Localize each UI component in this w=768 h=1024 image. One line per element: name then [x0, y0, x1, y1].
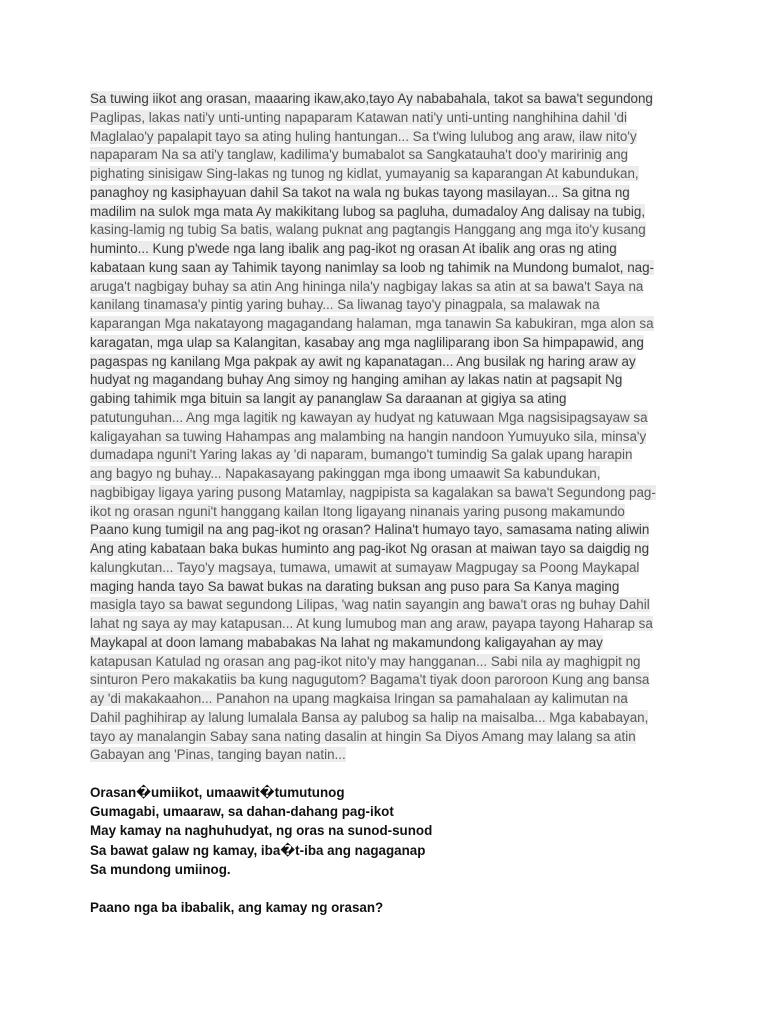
prose-line-text: panaghoy ng kasiphayuan dahil Sa takot na wala ng bukas tayong masilayan... Sa gitna ng: [90, 184, 630, 200]
poem-line: May kamay na naghuhudyat, ng oras na sunod-sunod: [90, 823, 433, 839]
prose-line-text: aruga't nagbigay buhay sa atin Ang hininga nila'y nagbigay lakas sa atin at sa bawa't Saya na: [90, 278, 644, 294]
document-page: [90, 90, 680, 765]
prose-line: [90, 296, 680, 315]
prose-line-text: kaligayahan sa tuwing Hahampas ang malambing na hangin nandoon Yumuyuko sila, minsa'y: [90, 428, 647, 444]
prose-line-text: Paano kung tumigil na ang pag-ikot ng orasan? Halina't humayo tayo, samasama nating aliwin: [90, 522, 650, 538]
prose-line: [90, 503, 680, 522]
prose-line: [90, 165, 680, 184]
prose-line-text: tayo ay manalangin Sabay sana nating dasalin at hingin Sa Diyos Amang may lalang sa atin: [90, 728, 636, 744]
prose-line: [90, 390, 680, 409]
prose-line-text: kaparangan Mga nakatayong magagandang halaman, mga tanawin Sa kabukiran, mga alon sa: [90, 316, 654, 331]
prose-line-text: lahat ng saya ay may katapusan... At kung lumubog man ang araw, payapa tayong Haharap sa: [90, 616, 653, 631]
prose-line-text: ang bagyo ng buhay... Napakasayang pakinggan mga ibong umaawit Sa kabundukan,: [90, 466, 601, 481]
prose-line-text: Maykapal at doon lamang mababakas Na lahat ng makamundong kaligayahan ay may: [90, 634, 603, 650]
poem-line: Sa bawat galaw ng kamay, iba�t-iba ang nagaganap: [90, 842, 426, 858]
prose-line-text: karagatan, mga ulap sa Kalangitan, kasabay ang mga nagliliparang ibon Sa himpapawid, ang: [90, 334, 644, 350]
poem-line: Orasan�umiikot, umaawit�tumutunog: [90, 785, 345, 800]
prose-line-text: gabing tahimik mga bituin sa langit ay pananglaw Sa daraanan at gigiya sa ating: [90, 391, 567, 406]
prose-line-text: Gabayan ang 'Pinas, tanging bayan natin...: [90, 747, 346, 763]
prose-line: [90, 353, 680, 372]
prose-line: [90, 315, 680, 334]
prose-line-text: dumadapa nguni't Yaring lakas ay 'di naparam, bumango't tumindig Sa galak upang harapin: [90, 447, 633, 463]
prose-line: [90, 184, 680, 203]
prose-line-text: Paglipas, lakas nati'y unti-unting napaparam Katawan nati'y unti-unting nanghihina dahil 'di: [90, 109, 627, 125]
prose-line: [90, 334, 680, 353]
prose-line: [90, 428, 680, 447]
prose-line-text: kalungkutan... Tayo'y magsaya, tumawa, umawit at sumayaw Magpugay sa Poong Maykapal: [90, 559, 640, 575]
poem-lines: [90, 783, 680, 879]
prose-line: [90, 653, 680, 672]
prose-line-text: ikot ng orasan nguni't hanggang kailan Itong ligayang ninanais yaring pusong makamundo: [90, 503, 625, 519]
prose-line: [90, 109, 680, 128]
poem-stanza: [90, 783, 680, 917]
prose-line-text: napaparam Na sa ati'y tanglaw, kadilima'y bumabalot sa Sangkatauha't doo'y maririnig ang: [90, 147, 628, 163]
prose-line-text: sinturon Pero makakatiis ba kung nagugutom? Bagama't tiyak doon paroroon Kung ang bansa: [90, 672, 650, 688]
prose-line-text: kabataan kung saan ay Tahimik tayong nanimlay sa loob ng tahimik na Mundong bumalot, nag-: [90, 259, 655, 275]
prose-line: [90, 90, 680, 109]
prose-line: [90, 728, 680, 747]
closing-question: Paano nga ba ibabalik, ang kamay ng orasan?: [90, 900, 384, 916]
prose-line: [90, 559, 680, 578]
prose-line-text: kasing-lamig ng tubig Sa batis, walang puknat ang pagtangis Hanggang ang mga ito'y kusang: [90, 222, 646, 238]
prose-line-text: hudyat ng magandang buhay Ang simoy ng hanging amihan ay lakas natin at pagsapit Ng: [90, 372, 623, 388]
prose-line-text: patutunguhan... Ang mga lagitik ng kawayan ay hudyat ng katuwaan Mga nagsisipagsayaw sa: [90, 409, 648, 425]
prose-line-text: huminto... Kung p'wede nga lang ibalik ang pag-ikot ng orasan At ibalik ang oras ng ating: [90, 241, 617, 256]
prose-line-text: pighating sinisigaw Sing-lakas ng tunog ng kidlat, yumayanig sa kaparangan At kabundukan,: [90, 166, 639, 181]
prose-line: [90, 746, 680, 765]
prose-line: [90, 128, 680, 147]
prose-line-text: Ang ating kabataan baka bukas huminto ang pag-ikot Ng orasan at maiwan tayo sa daigdig ng: [90, 541, 650, 556]
prose-line-text: maging handa tayo Sa bawat bukas na darating buksan ang puso para Sa Kanya maging: [90, 578, 620, 594]
stanza-gap: [90, 879, 680, 898]
prose-line: [90, 240, 680, 259]
prose-line: [90, 465, 680, 484]
prose-line-text: Dahil paghihirap ay lalung lumalala Bansa ay palubog sa halip na maisalba... Mga kababayan,: [90, 709, 649, 725]
prose-line-text: ay 'di makakaahon... Panahon na upang magkaisa Iringan sa pamahalaan ay kalimutan na: [90, 691, 628, 706]
prose-line: [90, 578, 680, 597]
poem-line: Gumagabi, umaaraw, sa dahan-dahang pag-ikot: [90, 804, 394, 820]
prose-line: [90, 521, 680, 540]
prose-line-text: Sa tuwing iikot ang orasan, maaaring ikaw,ako,tayo Ay nababahala, takot sa bawa't segundong: [90, 91, 653, 106]
prose-line-text: kanilang tinamasa'y pintig yaring buhay... Sa liwanag tayo'y pinagpala, sa malawak na: [90, 297, 600, 313]
prose-line: [90, 409, 680, 428]
prose-line: [90, 690, 680, 709]
prose-line: [90, 615, 680, 634]
prose-line-text: masigla tayo sa bawat segundong Lilipas, 'wag natin sayangin ang bawa't oras ng buhay Dahil: [90, 597, 650, 613]
prose-line: [90, 540, 680, 559]
prose-line-text: Maglalao'y papalapit tayo sa ating huling hantungan... Sa t'wing lulubog ang araw, ilaw nito'y: [90, 128, 637, 144]
prose-line: [90, 221, 680, 240]
prose-line-text: madilim na sulok mga mata Ay makikitang lubog sa pagluha, dumadaloy Ang dalisay na tubig,: [90, 203, 646, 219]
prose-line: [90, 596, 680, 615]
prose-line: [90, 484, 680, 503]
prose-line: [90, 446, 680, 465]
prose-line: [90, 634, 680, 653]
prose-line: [90, 146, 680, 165]
prose-line: [90, 203, 680, 222]
prose-line: [90, 278, 680, 297]
poem-line: Sa mundong umiinog.: [90, 861, 231, 877]
prose-line-text: pagaspas ng kanilang Mga pakpak ay awit ng kapanatagan... Ang busilak ng haring araw ay: [90, 353, 636, 369]
prose-line-text: nagbibigay ligaya yaring pusong Matamlay, nagpipista sa kagalakan sa bawa't Segundong pag-: [90, 484, 656, 500]
prose-line: [90, 671, 680, 690]
prose-body: [90, 90, 680, 765]
prose-line: [90, 709, 680, 728]
prose-line-text: katapusan Katulad ng orasan ang pag-ikot nito'y may hangganan... Sabi nila ay maghigpit ng: [90, 653, 641, 669]
prose-line: [90, 371, 680, 390]
prose-line: [90, 259, 680, 278]
